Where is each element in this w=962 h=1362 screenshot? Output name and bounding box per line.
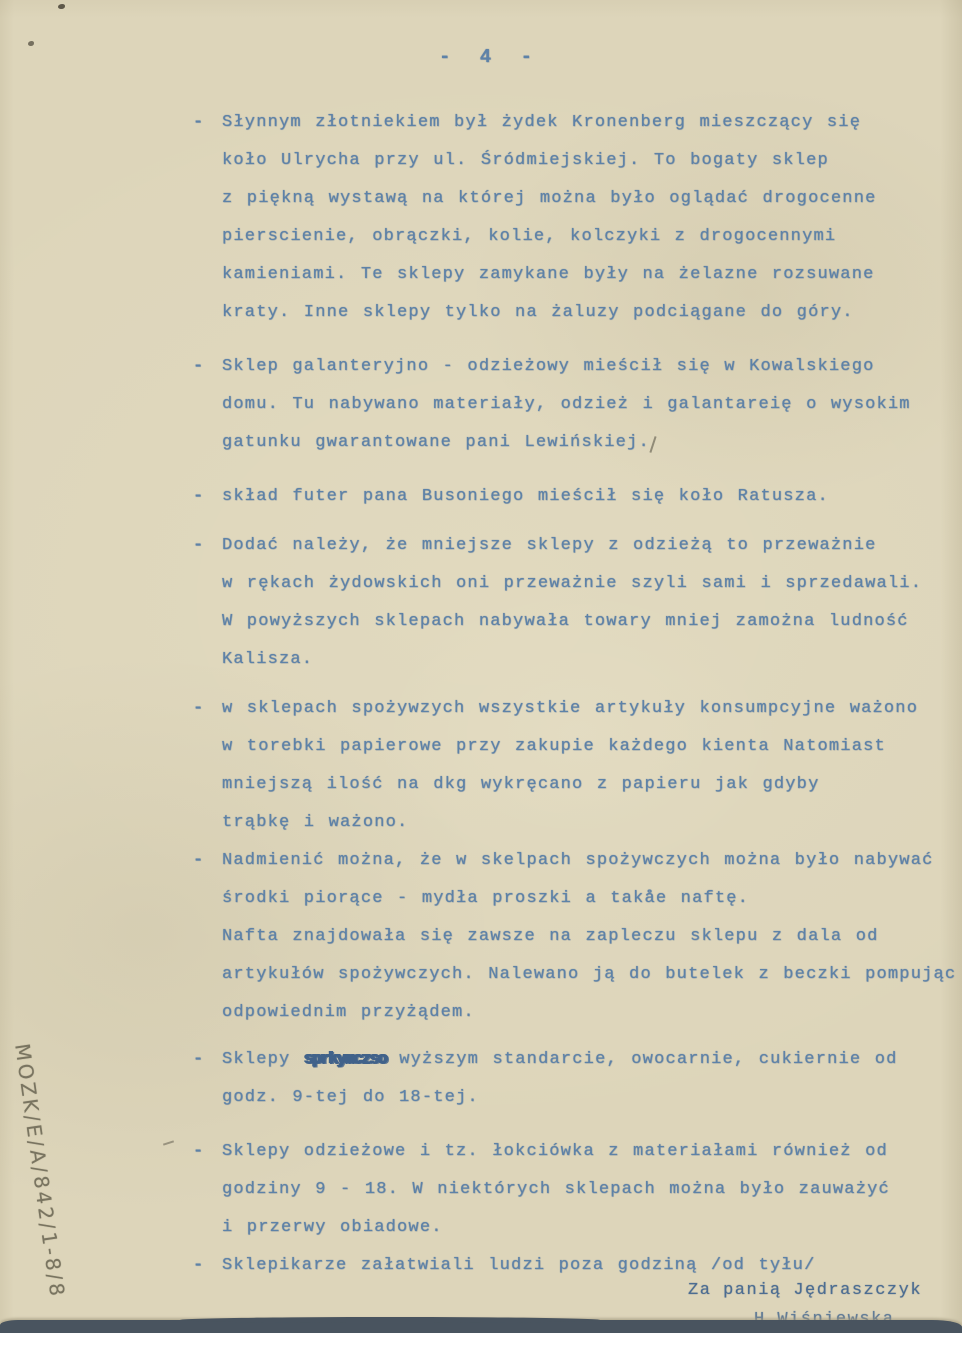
typed-line: Nafta znajdowała się zawsze na zapleczu sklepu z dala od	[222, 927, 879, 946]
typed-line: trąbkę i ważono.	[222, 813, 409, 832]
paragraph-lines	[222, 527, 949, 679]
paragraph	[193, 1133, 949, 1247]
typed-line: Sklepy odzieżowe i tz. łokciówka z materiałami również od	[222, 1142, 888, 1161]
pencil-tick-mark	[163, 1140, 174, 1145]
bullet-dash: -	[193, 113, 205, 132]
typed-text-block	[193, 104, 957, 1285]
typed-line: odpowiednim przyżądem.	[222, 1003, 475, 1022]
typed-line: Słynnym złotniekiem był żydek Kronenberg mieszczący się	[222, 113, 862, 132]
bullet-dash: -	[193, 487, 205, 506]
paragraph	[193, 348, 949, 462]
bullet-dash: -	[193, 1142, 205, 1161]
paragraph	[193, 104, 949, 332]
typed-line: z piękną wystawą na której można było oglądać drogocenne	[222, 189, 877, 208]
bullet-dash: -	[193, 1050, 205, 1069]
paragraph	[193, 527, 949, 679]
typed-line: domu. Tu nabywano materiały, odzież i galantareię o wysokim	[222, 395, 911, 414]
typed-line: w rękach żydowskich oni przeważnie szyli sami i sprzedawali.	[222, 574, 923, 593]
typed-line: Sklepy sprkymczso wyższym standarcie, owocarnie, cukiernie od	[222, 1050, 898, 1069]
bullet-dash: -	[193, 536, 205, 555]
typed-line: W powyższych sklepach nabywała towary mniej zamożna ludność	[222, 612, 909, 631]
typed-line: godziny 9 - 18. W niektórych sklepach można było zauważyć	[222, 1180, 890, 1199]
typed-line: mniejszą ilość na dkg wykręcano z papieru jak gdyby	[222, 775, 820, 794]
typed-line: środki piorące - mydła proszki a takåe naftę.	[222, 889, 750, 908]
paragraph-lines	[222, 1133, 949, 1247]
typed-line: godz. 9-tej do 18-tej.	[222, 1088, 479, 1107]
typed-line: w sklepach spożywzych wszystkie artykuły konsumpcyjne ważono	[222, 699, 919, 718]
paragraph-lines	[222, 478, 949, 516]
archive-code-handwritten: MOZK/E/A/842/1-8/8	[10, 1042, 70, 1301]
paragraph-lines	[222, 348, 949, 462]
typed-line: i przerwy obiadowe.	[222, 1218, 443, 1237]
page-number: - 4 -	[438, 46, 541, 68]
typed-line: pierscienie, obrączki, kolie, kolczyki z drogocennymi	[222, 227, 837, 246]
paragraph-lines	[222, 1041, 949, 1117]
typed-line: kraty. Inne sklepy tylko na żaluzy podciągane do góry.	[222, 303, 854, 322]
typed-line: Kalisza.	[222, 650, 314, 669]
bullet-dash: -	[193, 357, 205, 376]
typed-line: skład futer pana Busoniego mieścił się koło Ratusza.	[222, 487, 829, 506]
typed-line: koło Ulrycha przy ul. Śródmiejskiej. To bogaty sklep	[222, 151, 829, 170]
paragraph-lines	[222, 690, 949, 842]
typed-line: Sklep galanteryjno - odzieżowy mieścił się w Kowalskiego	[222, 357, 875, 376]
paragraph-lines	[222, 104, 949, 332]
typed-line: w torebki papierowe przy zakupie każdego kienta Natomiast	[222, 737, 886, 756]
typed-line: artykułów spożywczych. Nalewano ją do butelek z beczki pompując	[222, 965, 957, 984]
paper-speck	[28, 41, 34, 46]
paragraph	[193, 1041, 949, 1117]
paragraph	[193, 842, 957, 1032]
typed-line: Dodać należy, że mniejsze sklepy z odzieżą to przeważnie	[222, 536, 877, 555]
typed-line: gatunku gwarantowane pani Lewińskiej.	[222, 433, 650, 452]
signature-line-1: Za panią Jędraszczyk	[688, 1281, 923, 1300]
typed-line: Nadmienić można, że w skelpach spożywczych można było nabywać	[222, 851, 934, 870]
paper-speck	[58, 4, 65, 9]
typed-line: kamieniami. Te sklepy zamykane były na żelazne rozsuwane	[222, 265, 875, 284]
bullet-dash: -	[193, 1256, 205, 1275]
paragraph-lines	[222, 842, 957, 1032]
bullet-dash: -	[193, 699, 205, 718]
scan-edge-shadow	[0, 1320, 962, 1333]
paragraph	[193, 478, 949, 516]
paragraph	[193, 690, 949, 842]
typed-line: Sklepikarze załatwiali ludzi poza godziną /od tyłu/	[222, 1256, 816, 1275]
overstruck-word: sprkymczso	[303, 1050, 386, 1069]
bullet-dash: -	[193, 851, 205, 870]
